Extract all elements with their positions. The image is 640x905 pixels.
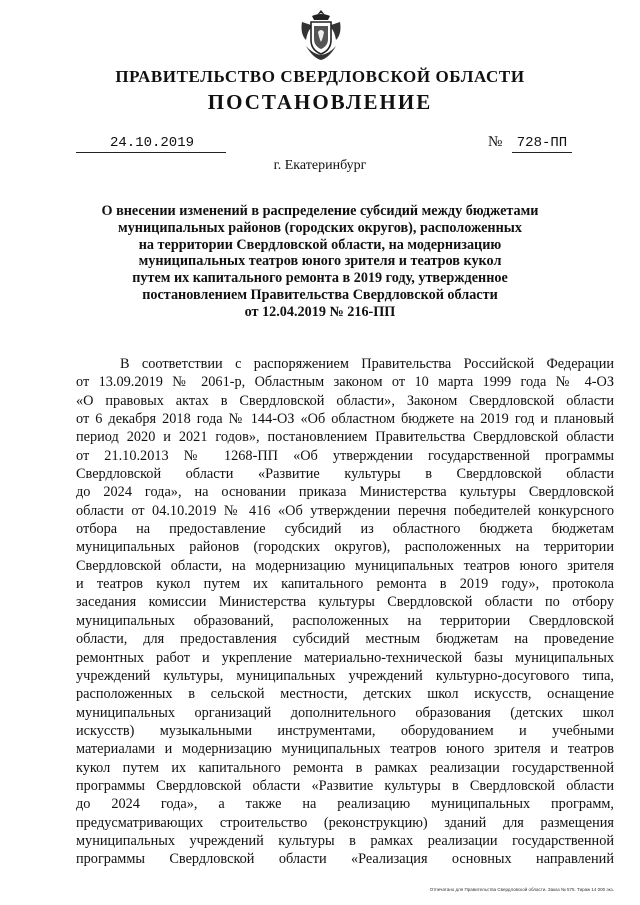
document-body: [76, 355, 614, 869]
body-line: от 21.10.2013 № 1268-ПП «Об утверждении государственной программы: [76, 447, 614, 464]
city-name: г. Екатеринбург: [273, 158, 367, 173]
title-line: О внесении изменений в распределение субсидий между бюджетами: [101, 203, 539, 219]
body-line: до 2024 года», а также на реализацию муниципальных программ,: [76, 796, 614, 813]
organization-name: ПРАВИТЕЛЬСТВО СВЕРДЛОВСКОЙ ОБЛАСТИ: [115, 67, 525, 86]
document-number: 728-ПП: [512, 135, 572, 153]
body-line: муниципальных районов (городских округов), расположенных на территории: [76, 539, 614, 556]
body-line: отбора на предоставление субсидий из областного бюджета бюджетам: [76, 521, 614, 538]
body-line: Свердловской области, на модернизацию муниципальных театров юного зрителя: [76, 557, 614, 574]
body-line: «О правовых актах в Свердловской области», Законом Свердловской области: [76, 392, 614, 409]
body-line: и театров кукол путем их капитального ремонта в 2019 году», протокола: [76, 576, 614, 593]
coat-of-arms-icon: [298, 6, 344, 62]
title-line: постановлением Правительства Свердловской области: [142, 286, 498, 303]
body-line: период 2020 и 2021 годов», постановлением Правительства Свердловской области: [76, 429, 614, 446]
body-line: кукол путем их капитального ремонта в рамках реализации государственной: [76, 759, 614, 776]
body-line: области, для предоставления субсидий местным бюджетам на проведение: [76, 631, 614, 648]
body-line: Свердловской области «Развитие культуры в Свердловской области: [76, 466, 614, 483]
body-line: заседания комиссии Министерства культуры Свердловской области по отбору: [76, 594, 614, 611]
body-line: искусств) музыкальными инструментами, оборудованием и учебными: [76, 722, 614, 739]
print-footer: Отпечатано для Правительства Свердловской области. Заказ № 575. Тираж 14 000 экз.: [429, 887, 614, 892]
body-line: материалами и модернизацию муниципальных театров юного зрителя и театров: [76, 741, 614, 758]
body-line: от 13.09.2019 № 2061-р, Областным законом от 10 марта 1999 года № 4-ОЗ: [76, 374, 614, 391]
title-line: на территории Свердловской области, на модернизацию: [138, 236, 502, 253]
document-type: ПОСТАНОВЛЕНИЕ: [207, 90, 433, 114]
body-line: расположенных в сельской местности, детских школ искусств, оснащение: [76, 686, 614, 703]
body-line: учреждений культуры, муниципальных учреждений культурно-досугового типа,: [76, 667, 614, 684]
body-line: ремонтных работ и укрепление материально-технической базы муниципальных: [76, 649, 614, 666]
body-line: до 2024 года», на основании приказа Министерства культуры Свердловской: [76, 484, 614, 501]
body-line: муниципальных образований, расположенных на территории Свердловской: [76, 612, 614, 629]
title-line: муниципальных районов (городских округов), расположенных: [118, 219, 522, 236]
body-line: муниципальных организаций дополнительного образования (детских школ: [76, 704, 614, 721]
body-line: программы Свердловской области «Реализация основных направлений: [76, 851, 614, 868]
body-line: предусматривающих строительство (реконструкцию) зданий для размещения: [76, 814, 614, 831]
document-title: [70, 203, 570, 321]
body-line: области от 04.10.2019 № 416 «Об утверждении перечня победителей конкурсного: [76, 502, 614, 519]
body-line: программы Свердловской области «Развитие культуры в Свердловской области: [76, 777, 614, 794]
title-line: путем их капитального ремонта в 2019 году, утвержденное: [132, 270, 508, 287]
number-sign: №: [488, 134, 503, 150]
document-date: 24.10.2019: [76, 135, 226, 153]
title-line: от 12.04.2019 № 216-ПП: [244, 303, 396, 320]
body-line: В соответствии с распоряжением Правительства Российской Федерации: [120, 356, 614, 372]
title-line: муниципальных театров юного зрителя и театров кукол: [138, 253, 502, 270]
body-line: от 6 декабря 2018 года № 144-ОЗ «Об областном бюджете на 2019 год и плановый: [76, 411, 614, 428]
body-line: муниципальных учреждений культуры в рамках реализации государственной: [76, 832, 614, 849]
